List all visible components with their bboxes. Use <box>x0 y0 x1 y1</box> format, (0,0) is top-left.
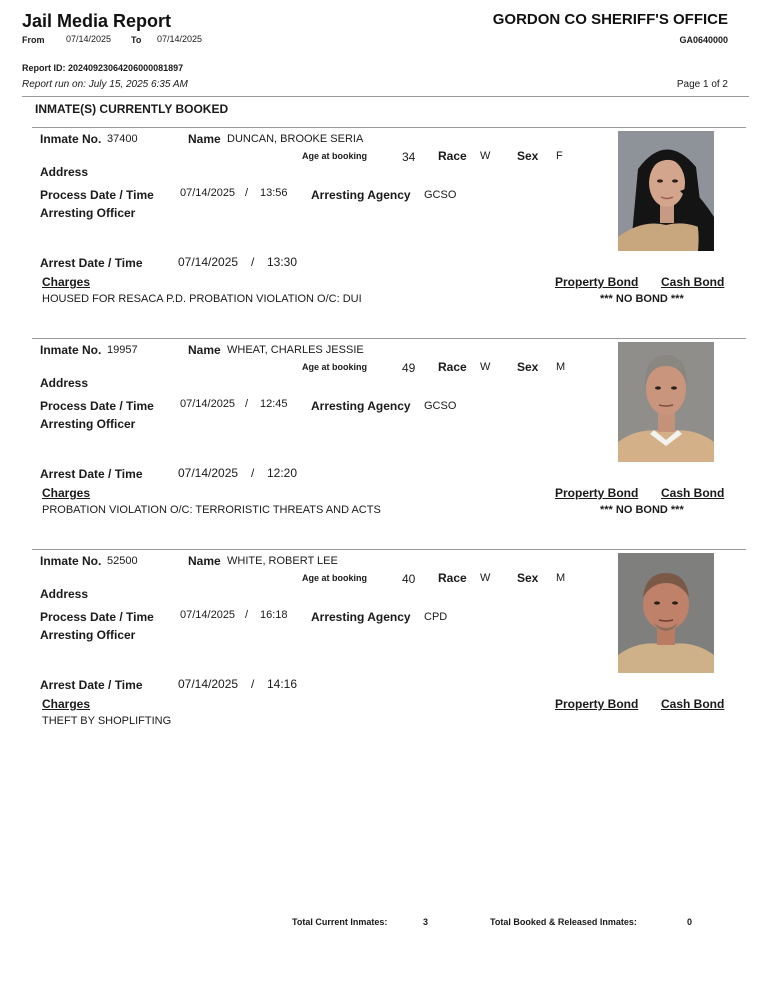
name-label: Name <box>188 132 221 146</box>
arresting-agency-value: GCSO <box>424 400 457 412</box>
arrest-date-value: 07/14/2025 <box>178 255 239 269</box>
process-time-value: 12:45 <box>260 398 288 410</box>
slash: / <box>245 187 249 199</box>
total-current-value: 3 <box>423 917 429 927</box>
cash-bond-label: Cash Bond <box>661 275 725 289</box>
property-bond-label: Property Bond <box>555 697 639 711</box>
inmate-no-value: 52500 <box>107 555 138 567</box>
section-title: INMATE(S) CURRENTLY BOOKED <box>35 102 229 116</box>
process-date-value: 07/14/2025 <box>180 187 236 199</box>
age-value: 34 <box>402 150 416 164</box>
arresting-agency-value: GCSO <box>424 189 457 201</box>
process-time-value: 13:56 <box>260 187 288 199</box>
arrest-time-value: 14:16 <box>267 677 298 691</box>
from-label: From <box>22 35 45 45</box>
arrest-time-value: 12:20 <box>267 466 298 480</box>
bond-note: *** NO BOND *** <box>600 293 684 305</box>
arrest-datetime-label: Arrest Date / Time <box>40 678 143 692</box>
header-divider <box>22 96 749 97</box>
process-date-value: 07/14/2025 <box>180 609 236 621</box>
mugshot-photo <box>618 342 714 462</box>
charge-text: THEFT BY SHOPLIFTING <box>42 715 172 727</box>
ori-code: GA0640000 <box>679 35 728 45</box>
cash-bond-label: Cash Bond <box>661 486 725 500</box>
inmate-no-label: Inmate No. <box>40 554 102 568</box>
to-date: 07/14/2025 <box>157 34 203 44</box>
report-run-timestamp: Report run on: July 15, 2025 6:35 AM <box>22 79 188 90</box>
charges-label: Charges <box>42 697 91 711</box>
charge-text: PROBATION VIOLATION O/C: TERRORISTIC THREATS AND ACTS <box>42 504 381 516</box>
arrest-date-value: 07/14/2025 <box>178 677 239 691</box>
arresting-agency-label: Arresting Agency <box>311 610 411 624</box>
race-label: Race <box>438 360 467 374</box>
arresting-officer-label: Arresting Officer <box>40 417 136 431</box>
arrest-datetime-label: Arrest Date / Time <box>40 467 143 481</box>
process-datetime-label: Process Date / Time <box>40 610 154 624</box>
arresting-officer-label: Arresting Officer <box>40 628 136 642</box>
age-value: 40 <box>402 572 416 586</box>
inmate-no-label: Inmate No. <box>40 132 102 146</box>
sex-label: Sex <box>517 571 539 585</box>
arresting-agency-label: Arresting Agency <box>311 188 411 202</box>
age-label: Age at booking <box>302 151 367 161</box>
inmate-no-value: 37400 <box>107 133 138 145</box>
process-datetime-label: Process Date / Time <box>40 399 154 413</box>
total-current-label: Total Current Inmates: <box>292 917 388 927</box>
arresting-agency-value: CPD <box>424 611 448 623</box>
charges-label: Charges <box>42 275 91 289</box>
name-value: DUNCAN, BROOKE SERIA <box>227 133 364 145</box>
charge-text: HOUSED FOR RESACA P.D. PROBATION VIOLATION O/C: DUI <box>42 293 362 305</box>
arresting-agency-label: Arresting Agency <box>311 399 411 413</box>
report-title: Jail Media Report <box>22 11 172 31</box>
name-label: Name <box>188 554 221 568</box>
inmate-record <box>0 338 773 538</box>
process-datetime-label: Process Date / Time <box>40 188 154 202</box>
page-indicator: Page 1 of 2 <box>676 79 728 90</box>
bond-note: *** NO BOND *** <box>600 504 684 516</box>
report-id: Report ID: 20240923064206000081897 <box>22 63 184 73</box>
inmate-no-value: 19957 <box>107 344 138 356</box>
process-time-value: 16:18 <box>260 609 288 621</box>
age-value: 49 <box>402 361 416 375</box>
mugshot-photo <box>618 553 714 673</box>
race-label: Race <box>438 571 467 585</box>
charges-label: Charges <box>42 486 91 500</box>
cash-bond-label: Cash Bond <box>661 697 725 711</box>
property-bond-label: Property Bond <box>555 486 639 500</box>
slash: / <box>245 609 249 621</box>
process-date-value: 07/14/2025 <box>180 398 236 410</box>
name-value: WHITE, ROBERT LEE <box>227 555 338 567</box>
property-bond-label: Property Bond <box>555 275 639 289</box>
address-label: Address <box>40 587 89 601</box>
address-label: Address <box>40 165 89 179</box>
total-booked-released-label: Total Booked & Released Inmates: <box>490 917 637 927</box>
sex-value: M <box>556 361 566 373</box>
race-label: Race <box>438 149 467 163</box>
agency-name: GORDON CO SHERIFF'S OFFICE <box>492 11 728 28</box>
arrest-time-value: 13:30 <box>267 255 298 269</box>
address-label: Address <box>40 376 89 390</box>
sex-label: Sex <box>517 360 539 374</box>
slash: / <box>251 677 255 691</box>
to-label: To <box>131 35 142 45</box>
arresting-officer-label: Arresting Officer <box>40 206 136 220</box>
sex-value: F <box>556 150 563 162</box>
race-value: W <box>480 572 491 584</box>
arrest-datetime-label: Arrest Date / Time <box>40 256 143 270</box>
race-value: W <box>480 361 491 373</box>
slash: / <box>245 398 249 410</box>
from-date: 07/14/2025 <box>66 34 112 44</box>
slash: / <box>251 255 255 269</box>
total-booked-released-value: 0 <box>687 917 693 927</box>
name-value: WHEAT, CHARLES JESSIE <box>227 344 364 356</box>
inmate-record <box>0 549 773 749</box>
age-label: Age at booking <box>302 573 367 583</box>
race-value: W <box>480 150 491 162</box>
inmate-record <box>0 127 773 327</box>
age-label: Age at booking <box>302 362 367 372</box>
mugshot-photo <box>618 131 714 251</box>
slash: / <box>251 466 255 480</box>
arrest-date-value: 07/14/2025 <box>178 466 239 480</box>
inmate-no-label: Inmate No. <box>40 343 102 357</box>
name-label: Name <box>188 343 221 357</box>
sex-label: Sex <box>517 149 539 163</box>
sex-value: M <box>556 572 566 584</box>
